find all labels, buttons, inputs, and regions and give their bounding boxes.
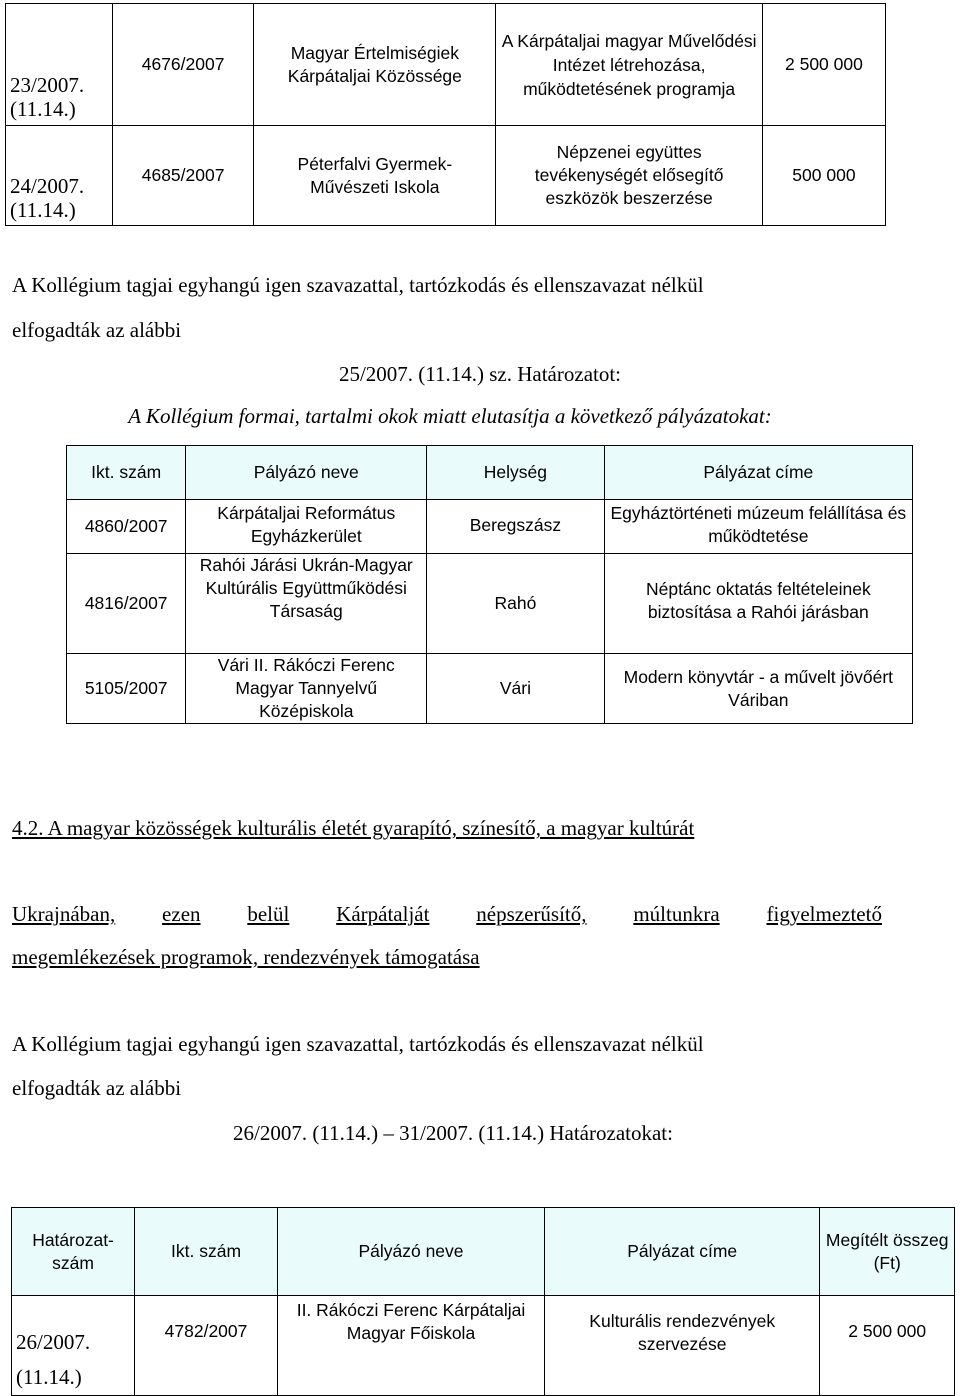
- registration-number-cell: 5105/2007: [67, 654, 186, 724]
- decision-number-cell: 23/2007. (11.14.): [6, 4, 113, 126]
- registration-number-cell: 4816/2007: [67, 554, 186, 654]
- column-header: Ikt. szám: [135, 1208, 278, 1296]
- location-cell: Rahó: [427, 554, 605, 654]
- heading-word: ezen: [162, 902, 201, 926]
- location-cell: Beregszász: [427, 500, 605, 554]
- table-row: [6, 126, 886, 226]
- table-row: [6, 4, 886, 126]
- applicant-name-cell: Vári II. Rákóczi Ferenc Magyar Tannyelvű Középiskola: [186, 654, 427, 724]
- approved-grants-table-2: [11, 1207, 955, 1396]
- heading-word: belül: [247, 902, 290, 926]
- table-row: [67, 654, 913, 724]
- project-title-cell: Kulturális rendezvények szervezése: [545, 1296, 820, 1396]
- project-title-cell: Néptánc oktatás feltételeinek biztosítása a Rahói járásban: [604, 554, 912, 654]
- column-header: Pályázó neve: [186, 446, 427, 500]
- column-header: Pályázat címe: [545, 1208, 820, 1296]
- table-row: [12, 1296, 955, 1396]
- decision-title: 26/2007. (11.14.) – 31/2007. (11.14.) Határozatokat:: [233, 1121, 673, 1145]
- location-cell: Vári: [427, 654, 605, 724]
- rejected-applications-table: [66, 445, 913, 724]
- heading-word: Kárpátalját: [336, 902, 430, 926]
- section-heading-line: megemlékezések programok, rendezvények támogatása: [12, 945, 480, 969]
- applicant-name-cell: Rahói Járási Ukrán-Magyar Kultúrális Együttműködési Társaság: [186, 554, 427, 654]
- applicant-name-cell: Péterfalvi Gyermek-Művészeti Iskola: [254, 126, 496, 226]
- project-title-cell: Egyháztörténeti múzeum felállítása és működtetése: [604, 500, 912, 554]
- project-title-cell: Modern könyvtár - a művelt jövőért Váriban: [604, 654, 912, 724]
- decision-number-cell: 24/2007. (11.14.): [6, 126, 113, 226]
- column-header: Pályázat címe: [604, 446, 912, 500]
- registration-number-cell: 4860/2007: [67, 500, 186, 554]
- approved-grants-table-1: [5, 3, 886, 226]
- heading-word: figyelmeztető: [766, 902, 882, 926]
- registration-number-cell: 4685/2007: [112, 126, 253, 226]
- heading-word: népszerűsítő,: [476, 902, 587, 926]
- vote-statement-line: A Kollégium tagjai egyhangú igen szavazattal, tartózkodás és ellenszavazat nélkül: [12, 273, 704, 297]
- table-header-row: [67, 446, 913, 500]
- decision-title: 25/2007. (11.14.) sz. Határozatot:: [338, 362, 622, 386]
- registration-number-cell: 4676/2007: [112, 4, 253, 126]
- decision-subtitle: A Kollégium formai, tartalmi okok miatt elutasítja a következő pályázatokat:: [128, 404, 772, 428]
- applicant-name-cell: II. Rákóczi Ferenc Kárpátaljai Magyar Főiskola: [277, 1296, 544, 1396]
- table-header-row: [12, 1208, 955, 1296]
- applicant-name-cell: Kárpátaljai Református Egyházkerület: [186, 500, 427, 554]
- decision-number-cell: 26/2007. (11.14.): [12, 1296, 135, 1396]
- amount-cell: 500 000: [762, 126, 885, 226]
- applicant-name-cell: Magyar Értelmiségiek Kárpátaljai Közössége: [254, 4, 496, 126]
- column-header: Helység: [427, 446, 605, 500]
- column-header: Határozat-szám: [12, 1208, 135, 1296]
- section-heading-line: [12, 902, 882, 926]
- table-row: [67, 500, 913, 554]
- section-heading-line: 4.2. A magyar közösségek kulturális életét gyarapító, színesítő, a magyar kultúrát: [12, 816, 695, 840]
- vote-statement-line: elfogadták az alábbi: [12, 318, 182, 342]
- column-header: Ikt. szám: [67, 446, 186, 500]
- amount-cell: 2 500 000: [820, 1296, 955, 1396]
- column-header: Megítélt összeg (Ft): [820, 1208, 955, 1296]
- column-header: Pályázó neve: [277, 1208, 544, 1296]
- vote-statement-line: A Kollégium tagjai egyhangú igen szavazattal, tartózkodás és ellenszavazat nélkül: [12, 1032, 704, 1056]
- heading-word: Ukrajnában,: [12, 902, 116, 926]
- vote-statement-line: elfogadták az alábbi: [12, 1076, 182, 1100]
- registration-number-cell: 4782/2007: [135, 1296, 278, 1396]
- project-title-cell: A Kárpátaljai magyar Művelődési Intézet létrehozása, működtetésének programja: [496, 4, 762, 126]
- project-title-cell: Népzenei együttes tevékenységét elősegítő eszközök beszerzése: [496, 126, 762, 226]
- amount-cell: 2 500 000: [762, 4, 885, 126]
- heading-word: múltunkra: [633, 902, 720, 926]
- table-row: [67, 554, 913, 654]
